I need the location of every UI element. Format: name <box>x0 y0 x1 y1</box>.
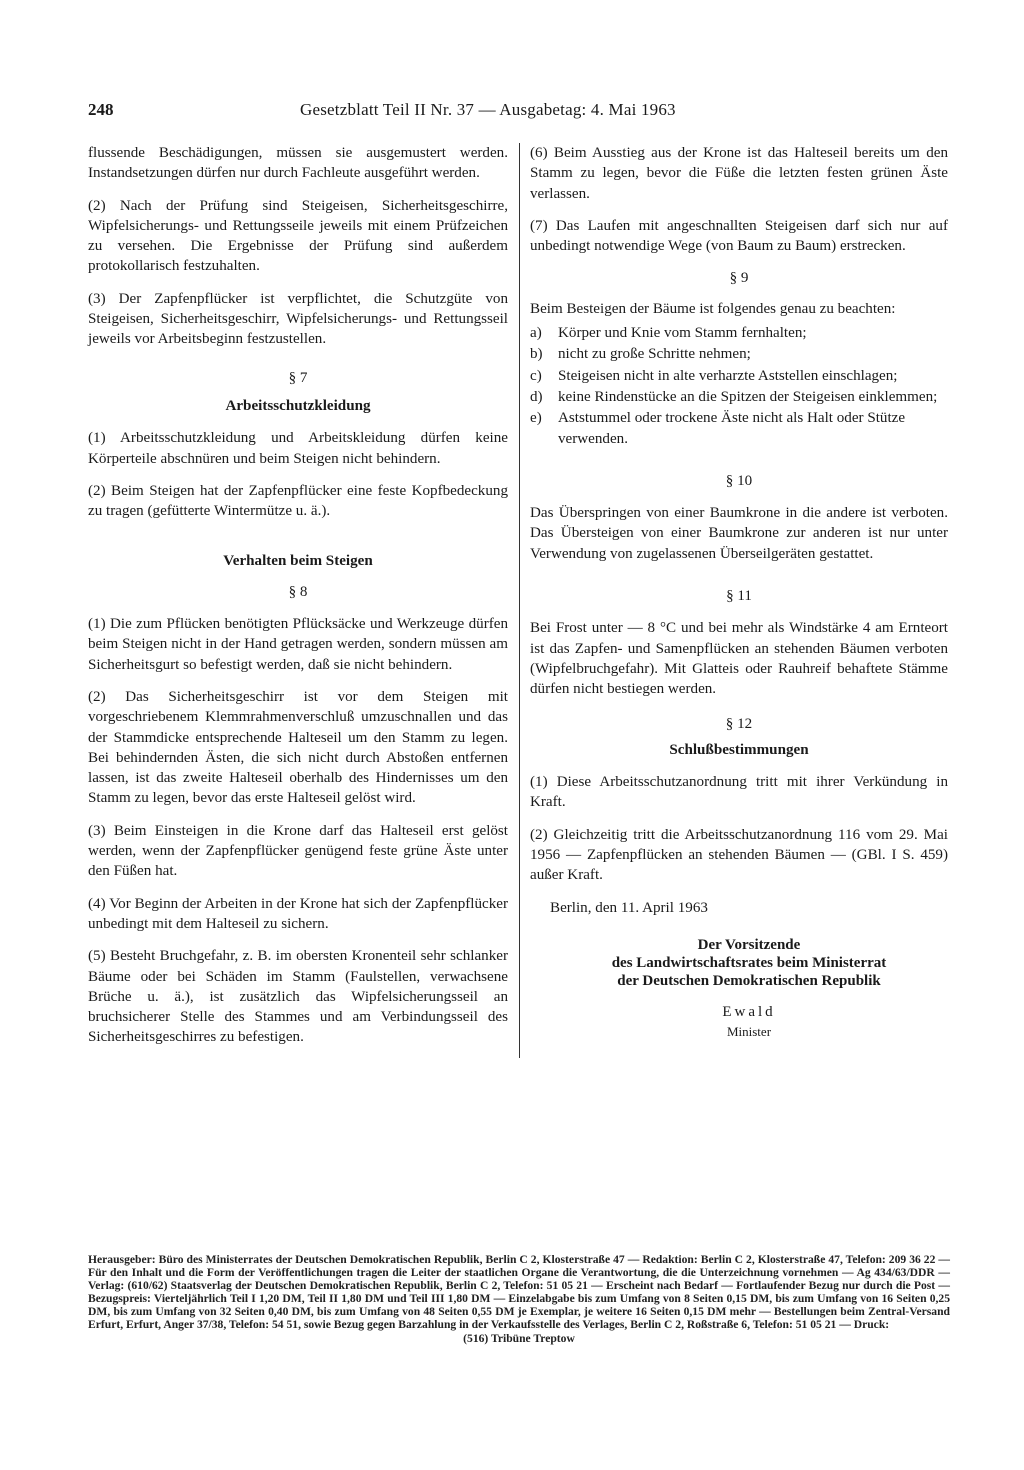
paragraph: (3) Der Zapfenpflücker ist verpflichtet, die Schutzgüte von Steigeisen, Sicherheitsgeschirr, Wipfelsicherungs- und Rettungsseil jeweils vor Arbeitsbeginn festzustellen. <box>88 290 508 348</box>
list-item <box>530 323 948 343</box>
paragraph: (5) Besteht Bruchgefahr, z. B. im obersten Kronenteil sehr schlanker Bäume oder bei Schäden im Stamm (Faulstellen, verwachsene Brüche u. ä.), ist zusätzlich das Wipfelsicherungsseil an bruchsicherer Stelle des Stammes und am Verbindungsseil des Sicherheitsgeschirres zu befestigen. <box>88 948 508 1046</box>
section-number: § 10 <box>725 472 753 489</box>
imprint-text: Herausgeber: Büro des Ministerrates der Deutschen Demokratischen Republik, Berlin C 2, Klosterstraße 47 — Redaktion: Berlin C 2, Klosterstraße 47, Telefon: 209 36 22 — Für den Inhalt und die Form der Veröffentlichungen tragen die Leiter der staatlichen Organe die Verantwortung, die die Unterzeichnung vornehmen — Ag 434/63/DDR — Verlag: (610/62) Staatsverlag der Deutschen Demokratischen Republik, Berlin C 2, Telefon: 51 05 21 — Erscheint nach Bedarf — Fortlaufender Bezug nur durch die Post — Bezugspreis: Vierteljährlich Teil I 1,20 DM, Teil II 1,80 DM und Teil III 1,80 DM — Einzelabgabe bis zum Umfang von 8 Seiten 0,15 DM, bis zum Umfang von 16 Seiten 0,25 DM, bis zum Umfang von 32 Seiten 0,40 DM, bis zum Umfang von 48 Seiten 0,55 DM je Exemplar, je weitere 16 Seiten 0,15 DM mehr — Bestellungen beim Zentral-Versand Erfurt, Erfurt, Anger 37/38, Telefon: 54 51, sowie Bezug gegen Barzahlung in der Verkaufsstelle des Verlages, Berlin C 2, Roßstraße 6, Telefon: 51 05 21 — Druck: <box>88 1253 950 1332</box>
list-label: c) <box>530 367 542 384</box>
paragraph: (4) Vor Beginn der Arbeiten in der Krone hat sich der Zapfenpflücker unbedingt mit dem Halteseil zu sichern. <box>88 895 508 932</box>
signature-line: der Deutschen Demokratischen Republik <box>617 972 881 989</box>
section-title: Arbeitsschutzkleidung <box>225 397 371 414</box>
section-number: § 12 <box>725 715 753 732</box>
list-label: b) <box>530 346 543 363</box>
section-number: § 8 <box>288 583 308 600</box>
header-title: Gesetzblatt Teil II Nr. 37 — Ausgabetag: 4. Mai 1963 <box>300 100 676 119</box>
paragraph: flussende Beschädigungen, müssen sie ausgemustert werden. Instandsetzungen dürfen nur durch Fachleute ausgeführt werden. <box>88 145 508 182</box>
paragraph: (6) Beim Ausstieg aus der Krone ist das Halteseil bereits um den Stamm zu legen, bevor die Füße die letzten festen grünen Äste verlassen. <box>530 145 948 202</box>
signatory-role: Minister <box>726 1024 772 1040</box>
signature-line: Der Vorsitzende <box>697 936 801 953</box>
list-item <box>530 408 948 449</box>
paragraph: (1) Die zum Pflücken benötigten Pflücksäcke und Werkzeuge dürfen beim Steigen nicht in der Hand getragen werden, sondern müssen am Sicherheitsgurt so befestigt werden, daß sie nicht behindern. <box>88 616 508 673</box>
list-item <box>530 387 948 407</box>
list-text: Aststummel oder trockene Äste nicht als Halt oder Stütze verwenden. <box>558 410 906 447</box>
list-9 <box>530 323 948 449</box>
list-item <box>530 344 948 364</box>
paragraph: (3) Beim Einsteigen in die Krone darf das Halteseil erst gelöst werden, wenn der Zapfenpflücker genügend feste grüne Äste unter den Füßen hat. <box>88 822 508 880</box>
imprint-printer: (516) Tribüne Treptow <box>463 1331 575 1345</box>
section-title: Schlußbestimmungen <box>669 741 809 758</box>
list-label: d) <box>530 388 543 405</box>
imprint <box>88 1253 950 1345</box>
paragraph: (1) Diese Arbeitsschutzanordnung tritt mit ihrer Verkündung in Kraft. <box>530 774 948 811</box>
paragraph: (2) Gleichzeitig tritt die Arbeitsschutzanordnung 116 vom 29. Mai 1956 — Zapfenpflücken an stehenden Bäumen — (GBl. I S. 459) außer Kraft. <box>530 826 948 884</box>
signatory-name: Ewald <box>722 1003 776 1020</box>
section-number: § 11 <box>726 588 752 605</box>
list-text: Körper und Knie vom Stamm fernhalten; <box>558 325 807 342</box>
paragraph: (7) Das Laufen mit angeschnallten Steigeisen darf sich nur auf unbedingt notwendige Wege (von Baum zu Baum) erstrecken. <box>530 217 948 255</box>
column-divider <box>519 143 520 1058</box>
paragraph: Beim Besteigen der Bäume ist folgendes genau zu beachten: <box>530 300 896 317</box>
paragraph: Bei Frost unter — 8 °C und bei mehr als Windstärke 4 am Ernteort ist das Zapfen- und Samenpflücken an stehenden Bäumen verboten (Wipfelbruchgefahr). Mit Glatteis oder Rauhreif behaftete Stämme dürfen nicht bestiegen werden. <box>530 620 948 698</box>
left-column <box>88 143 508 1060</box>
signature-block <box>550 936 948 1043</box>
list-item <box>530 366 948 386</box>
page-header <box>88 100 948 124</box>
page-number: 248 <box>88 100 114 119</box>
paragraph: (2) Beim Steigen hat der Zapfenpflücker eine feste Kopfbedeckung zu tragen (gefütterte Wintermütze u. ä.). <box>88 482 508 520</box>
section-number: § 9 <box>729 270 749 287</box>
section-number: § 7 <box>288 369 308 386</box>
paragraph: (2) Das Sicherheitsgeschirr ist vor dem Steigen mit vorgeschriebenem Klemmrahmenverschluß umzuschnallen und das der Stammdicke entsprechende Halteseil um den Stamm zu legen. Bei behindernden Ästen, die sich nicht durch Abstoßen entfernen lassen, ist das zweite Halteseil oberhalb des Hindernisses um den Stamm zu legen, bevor das erste Halteseil gelöst wird. <box>88 688 508 807</box>
signature-line: des Landwirtschaftsrates beim Ministerrat <box>611 954 887 971</box>
right-column <box>530 143 948 1043</box>
list-label: a) <box>530 325 542 342</box>
subheading: Verhalten beim Steigen <box>223 553 373 570</box>
list-label: e) <box>530 410 542 427</box>
list-text: Steigeisen nicht in alte verharzte Aststellen einschlagen; <box>558 367 898 384</box>
paragraph: (1) Arbeitsschutzkleidung und Arbeitskleidung dürfen keine Körperteile abschnüren und beim Steigen nicht behindern. <box>88 430 508 467</box>
list-text: nicht zu große Schritte nehmen; <box>558 346 751 363</box>
paragraph: Das Überspringen von einer Baumkrone in die andere ist verboten. Das Übersteigen von einer Baumkrone zur anderen ist nur unter Verwendung von zugelassenen Überseilgeräten gestattet. <box>530 505 948 562</box>
paragraph: (2) Nach der Prüfung sind Steigeisen, Sicherheitsgeschirre, Wipfelsicherungs- und Rettungsseile jeweils mit einem Prüfzeichen zu versehen. Die Ergebnisse der Prüfung sind außerdem protokollarisch festzuhalten. <box>88 197 508 275</box>
place-date: Berlin, den 11. April 1963 <box>550 899 708 916</box>
list-text: keine Rindenstücke an die Spitzen der Steigeisen einklemmen; <box>558 388 938 405</box>
